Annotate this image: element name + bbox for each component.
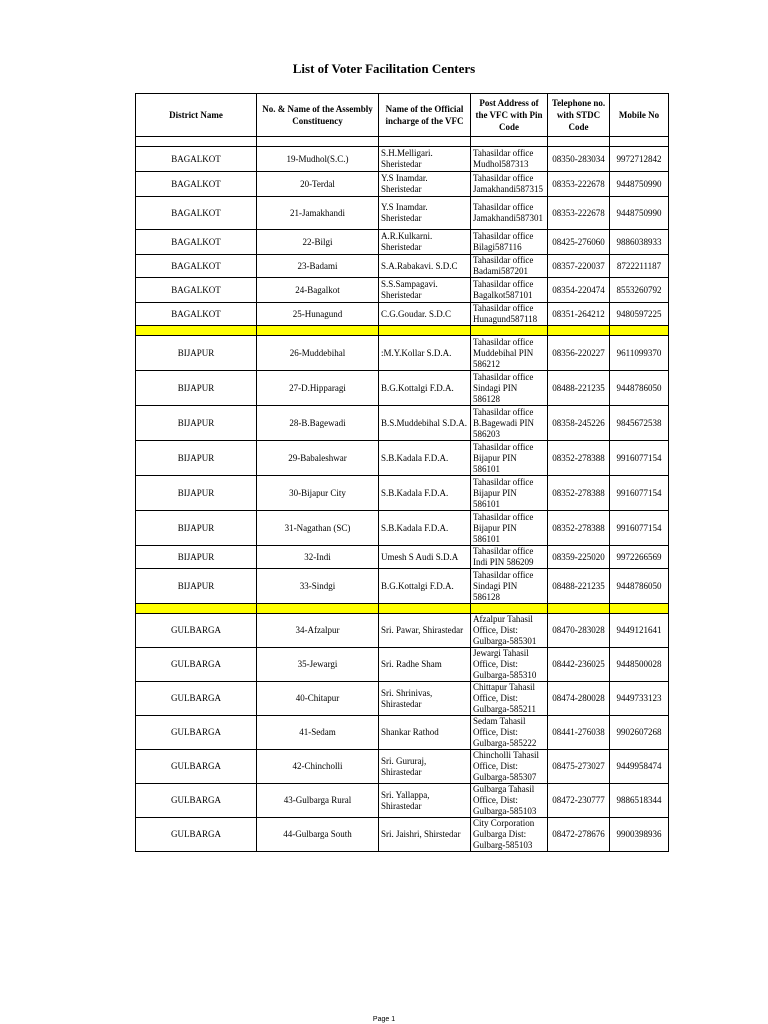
cell-mobile: 9972266569 bbox=[610, 546, 669, 569]
table-row bbox=[136, 682, 669, 716]
cell-constituency: 42-Chincholli bbox=[257, 750, 379, 784]
vfc-table bbox=[135, 93, 669, 852]
separator-cell bbox=[257, 326, 379, 336]
cell-official: B.S.Muddebihal S.D.A. bbox=[379, 406, 471, 441]
cell-mobile: 8553260792 bbox=[610, 278, 669, 303]
cell-mobile: 8722211187 bbox=[610, 255, 669, 278]
cell-mobile: 9449958474 bbox=[610, 750, 669, 784]
table-row bbox=[136, 511, 669, 546]
cell-district: BAGALKOT bbox=[136, 255, 257, 278]
cell-constituency: 22-Bilgi bbox=[257, 230, 379, 255]
cell-address: Tahasildar office Sindagi PIN 586128 bbox=[471, 569, 548, 604]
table-row bbox=[136, 303, 669, 326]
header-district: District Name bbox=[136, 94, 257, 137]
cell-official: Sri. Radhe Sham bbox=[379, 648, 471, 682]
cell-address: Tahasildar office Mudhol587313 bbox=[471, 147, 548, 172]
cell-official: S.S.Sampagavi. Sheristedar bbox=[379, 278, 471, 303]
table-row bbox=[136, 784, 669, 818]
cell-official: Y.S Inamdar. Sheristedar bbox=[379, 197, 471, 230]
cell-district: BAGALKOT bbox=[136, 172, 257, 197]
table-row bbox=[136, 569, 669, 604]
separator-cell bbox=[379, 604, 471, 614]
cell-official: Shankar Rathod bbox=[379, 716, 471, 750]
header-constituency: No. & Name of the Assembly Constituency bbox=[257, 94, 379, 137]
cell-district: BAGALKOT bbox=[136, 197, 257, 230]
cell-address: Tahasildar office Bijapur PIN 586101 bbox=[471, 441, 548, 476]
cell-district: BIJAPUR bbox=[136, 406, 257, 441]
table-row bbox=[136, 614, 669, 648]
cell-mobile: 9448786050 bbox=[610, 569, 669, 604]
cell-district: BAGALKOT bbox=[136, 147, 257, 172]
cell-mobile: 9972712842 bbox=[610, 147, 669, 172]
cell-constituency: 29-Babaleshwar bbox=[257, 441, 379, 476]
separator-cell bbox=[136, 326, 257, 336]
cell-telephone: 08353-222678 bbox=[548, 172, 610, 197]
table-row bbox=[136, 716, 669, 750]
cell-address: Tahasildar office Hunagund587118 bbox=[471, 303, 548, 326]
cell-address: Tahasildar office Badami587201 bbox=[471, 255, 548, 278]
table-row bbox=[136, 371, 669, 406]
cell-address: Tahasildar office B.Bagewadi PIN 586203 bbox=[471, 406, 548, 441]
table-body bbox=[136, 137, 669, 852]
cell-address: City Corporation Gulbarga Dist: Gulbarg-585103 bbox=[471, 818, 548, 852]
cell-constituency: 35-Jewargi bbox=[257, 648, 379, 682]
table-row bbox=[136, 336, 669, 371]
cell-district: GULBARGA bbox=[136, 750, 257, 784]
cell-official: B.G.Kottalgi F.D.A. bbox=[379, 569, 471, 604]
cell-address: Afzalpur Tahasil Office, Dist: Gulbarga-585301 bbox=[471, 614, 548, 648]
cell-official: Y.S Inamdar. Sheristedar bbox=[379, 172, 471, 197]
cell-address: Tahasildar office Muddebihal PIN 586212 bbox=[471, 336, 548, 371]
cell-telephone: 08470-283028 bbox=[548, 614, 610, 648]
cell-official: B.G.Kottalgi F.D.A. bbox=[379, 371, 471, 406]
cell-constituency: 20-Terdal bbox=[257, 172, 379, 197]
cell-address: Tahasildar office Bilagi587116 bbox=[471, 230, 548, 255]
cell-mobile: 9845672538 bbox=[610, 406, 669, 441]
cell-telephone: 08357-220037 bbox=[548, 255, 610, 278]
table-row bbox=[136, 818, 669, 852]
cell-mobile: 9900398936 bbox=[610, 818, 669, 852]
separator-cell bbox=[548, 137, 610, 147]
cell-official: S.B.Kadala F.D.A. bbox=[379, 476, 471, 511]
cell-telephone: 08351-264212 bbox=[548, 303, 610, 326]
cell-district: BAGALKOT bbox=[136, 303, 257, 326]
separator-cell bbox=[471, 326, 548, 336]
separator-cell bbox=[610, 326, 669, 336]
cell-constituency: 27-D.Hipparagi bbox=[257, 371, 379, 406]
cell-mobile: 9902607268 bbox=[610, 716, 669, 750]
header-official: Name of the Official incharge of the VFC bbox=[379, 94, 471, 137]
cell-address: Jewargi Tahasil Office, Dist: Gulbarga-585310 bbox=[471, 648, 548, 682]
cell-constituency: 28-B.Bagewadi bbox=[257, 406, 379, 441]
cell-mobile: 9449733123 bbox=[610, 682, 669, 716]
cell-mobile: 9886038933 bbox=[610, 230, 669, 255]
cell-constituency: 24-Bagalkot bbox=[257, 278, 379, 303]
cell-address: Chincholli Tahasil Office, Dist: Gulbarga-585307 bbox=[471, 750, 548, 784]
group-separator-row bbox=[136, 604, 669, 614]
cell-telephone: 08356-220227 bbox=[548, 336, 610, 371]
cell-official: S.B.Kadala F.D.A. bbox=[379, 511, 471, 546]
cell-official: S.B.Kadala F.D.A. bbox=[379, 441, 471, 476]
cell-official: A.R.Kulkarni. Sheristedar bbox=[379, 230, 471, 255]
cell-telephone: 08474-280028 bbox=[548, 682, 610, 716]
cell-district: BIJAPUR bbox=[136, 511, 257, 546]
table-row bbox=[136, 476, 669, 511]
cell-mobile: 9449121641 bbox=[610, 614, 669, 648]
separator-cell bbox=[136, 137, 257, 147]
cell-telephone: 08352-278388 bbox=[548, 511, 610, 546]
table-row bbox=[136, 197, 669, 230]
cell-telephone: 08358-245226 bbox=[548, 406, 610, 441]
cell-address: Tahasildar office Bagalkot587101 bbox=[471, 278, 548, 303]
cell-official: Sri. Yallappa, Shirastedar bbox=[379, 784, 471, 818]
cell-official: :M.Y.Kollar S.D.A. bbox=[379, 336, 471, 371]
cell-address: Tahasildar office Jamakhandi587315 bbox=[471, 172, 548, 197]
group-separator-row bbox=[136, 326, 669, 336]
cell-official: Sri. Shrinivas, Shirastedar bbox=[379, 682, 471, 716]
cell-constituency: 41-Sedam bbox=[257, 716, 379, 750]
cell-telephone: 08441-276038 bbox=[548, 716, 610, 750]
cell-constituency: 43-Gulbarga Rural bbox=[257, 784, 379, 818]
cell-district: GULBARGA bbox=[136, 614, 257, 648]
separator-cell bbox=[379, 326, 471, 336]
cell-constituency: 25-Hunagund bbox=[257, 303, 379, 326]
cell-official: S.A.Rabakavi. S.D.C bbox=[379, 255, 471, 278]
table-row bbox=[136, 278, 669, 303]
cell-telephone: 08359-225020 bbox=[548, 546, 610, 569]
cell-district: BIJAPUR bbox=[136, 476, 257, 511]
cell-mobile: 9886518344 bbox=[610, 784, 669, 818]
separator-cell bbox=[548, 604, 610, 614]
cell-constituency: 19-Mudhol(S.C.) bbox=[257, 147, 379, 172]
cell-district: BIJAPUR bbox=[136, 569, 257, 604]
cell-official: C.G.Goudar. S.D.C bbox=[379, 303, 471, 326]
table-row bbox=[136, 230, 669, 255]
cell-address: Tahasildar office Sindagi PIN 586128 bbox=[471, 371, 548, 406]
page-title: List of Voter Facilitation Centers bbox=[292, 61, 476, 76]
header-address: Post Address of the VFC with Pin Code bbox=[471, 94, 548, 137]
cell-address: Tahasildar office Bijapur PIN 586101 bbox=[471, 476, 548, 511]
cell-address: Tahasildar office Bijapur PIN 586101 bbox=[471, 511, 548, 546]
table-row bbox=[136, 648, 669, 682]
cell-district: BIJAPUR bbox=[136, 441, 257, 476]
cell-official: Sri. Pawar, Shirastedar bbox=[379, 614, 471, 648]
cell-telephone: 08350-283034 bbox=[548, 147, 610, 172]
cell-address: Tahasildar office Jamakhandi587301 bbox=[471, 197, 548, 230]
spacer-row bbox=[136, 137, 669, 147]
header-mobile: Mobile No bbox=[610, 94, 669, 137]
cell-constituency: 31-Nagathan (SC) bbox=[257, 511, 379, 546]
separator-cell bbox=[379, 137, 471, 147]
cell-mobile: 9916077154 bbox=[610, 511, 669, 546]
table-row bbox=[136, 255, 669, 278]
table-header-row bbox=[136, 94, 669, 137]
page-number: Page 1 bbox=[372, 1016, 396, 1023]
separator-cell bbox=[548, 326, 610, 336]
cell-telephone: 08354-220474 bbox=[548, 278, 610, 303]
cell-constituency: 34-Afzalpur bbox=[257, 614, 379, 648]
cell-constituency: 26-Muddebihal bbox=[257, 336, 379, 371]
separator-cell bbox=[257, 604, 379, 614]
cell-telephone: 08353-222678 bbox=[548, 197, 610, 230]
cell-constituency: 30-Bijapur City bbox=[257, 476, 379, 511]
cell-mobile: 9480597225 bbox=[610, 303, 669, 326]
cell-address: Sedam Tahasil Office, Dist: Gulbarga-585222 bbox=[471, 716, 548, 750]
table-row bbox=[136, 441, 669, 476]
cell-district: GULBARGA bbox=[136, 818, 257, 852]
separator-cell bbox=[471, 604, 548, 614]
cell-district: BIJAPUR bbox=[136, 336, 257, 371]
table-row bbox=[136, 172, 669, 197]
separator-cell bbox=[136, 604, 257, 614]
cell-mobile: 9448786050 bbox=[610, 371, 669, 406]
cell-official: Umesh S Audi S.D.A bbox=[379, 546, 471, 569]
cell-telephone: 08472-230777 bbox=[548, 784, 610, 818]
cell-telephone: 08352-278388 bbox=[548, 441, 610, 476]
cell-mobile: 9448750990 bbox=[610, 172, 669, 197]
cell-constituency: 44-Gulbarga South bbox=[257, 818, 379, 852]
cell-official: S.H.Melligari. Sheristedar bbox=[379, 147, 471, 172]
cell-telephone: 08488-221235 bbox=[548, 569, 610, 604]
cell-constituency: 21-Jamakhandi bbox=[257, 197, 379, 230]
cell-mobile: 9448750990 bbox=[610, 197, 669, 230]
table-row bbox=[136, 147, 669, 172]
cell-district: BAGALKOT bbox=[136, 230, 257, 255]
cell-district: BAGALKOT bbox=[136, 278, 257, 303]
cell-district: GULBARGA bbox=[136, 648, 257, 682]
table-row bbox=[136, 406, 669, 441]
cell-mobile: 9611099370 bbox=[610, 336, 669, 371]
table-row bbox=[136, 546, 669, 569]
cell-telephone: 08352-278388 bbox=[548, 476, 610, 511]
cell-constituency: 33-Sindgi bbox=[257, 569, 379, 604]
separator-cell bbox=[471, 137, 548, 147]
cell-telephone: 08472-278676 bbox=[548, 818, 610, 852]
separator-cell bbox=[257, 137, 379, 147]
cell-official: Sri. Gururaj, Shirastedar bbox=[379, 750, 471, 784]
table-row bbox=[136, 750, 669, 784]
cell-official: Sri. Jaishri, Shirstedar bbox=[379, 818, 471, 852]
cell-telephone: 08425-276060 bbox=[548, 230, 610, 255]
cell-district: GULBARGA bbox=[136, 682, 257, 716]
cell-mobile: 9448500028 bbox=[610, 648, 669, 682]
cell-mobile: 9916077154 bbox=[610, 441, 669, 476]
cell-district: GULBARGA bbox=[136, 784, 257, 818]
cell-telephone: 08442-236025 bbox=[548, 648, 610, 682]
header-telephone: Telephone no. with STDC Code bbox=[548, 94, 610, 137]
cell-address: Tahasildar office Indi PIN 586209 bbox=[471, 546, 548, 569]
cell-address: Chittapur Tahasil Office, Dist: Gulbarga-585211 bbox=[471, 682, 548, 716]
cell-mobile: 9916077154 bbox=[610, 476, 669, 511]
separator-cell bbox=[610, 604, 669, 614]
cell-district: BIJAPUR bbox=[136, 546, 257, 569]
cell-constituency: 40-Chitapur bbox=[257, 682, 379, 716]
cell-constituency: 23-Badami bbox=[257, 255, 379, 278]
cell-telephone: 08475-273027 bbox=[548, 750, 610, 784]
cell-address: Gulbarga Tahasil Office, Dist: Gulbarga-585103 bbox=[471, 784, 548, 818]
cell-telephone: 08488-221235 bbox=[548, 371, 610, 406]
separator-cell bbox=[610, 137, 669, 147]
cell-district: GULBARGA bbox=[136, 716, 257, 750]
cell-constituency: 32-Indi bbox=[257, 546, 379, 569]
cell-district: BIJAPUR bbox=[136, 371, 257, 406]
